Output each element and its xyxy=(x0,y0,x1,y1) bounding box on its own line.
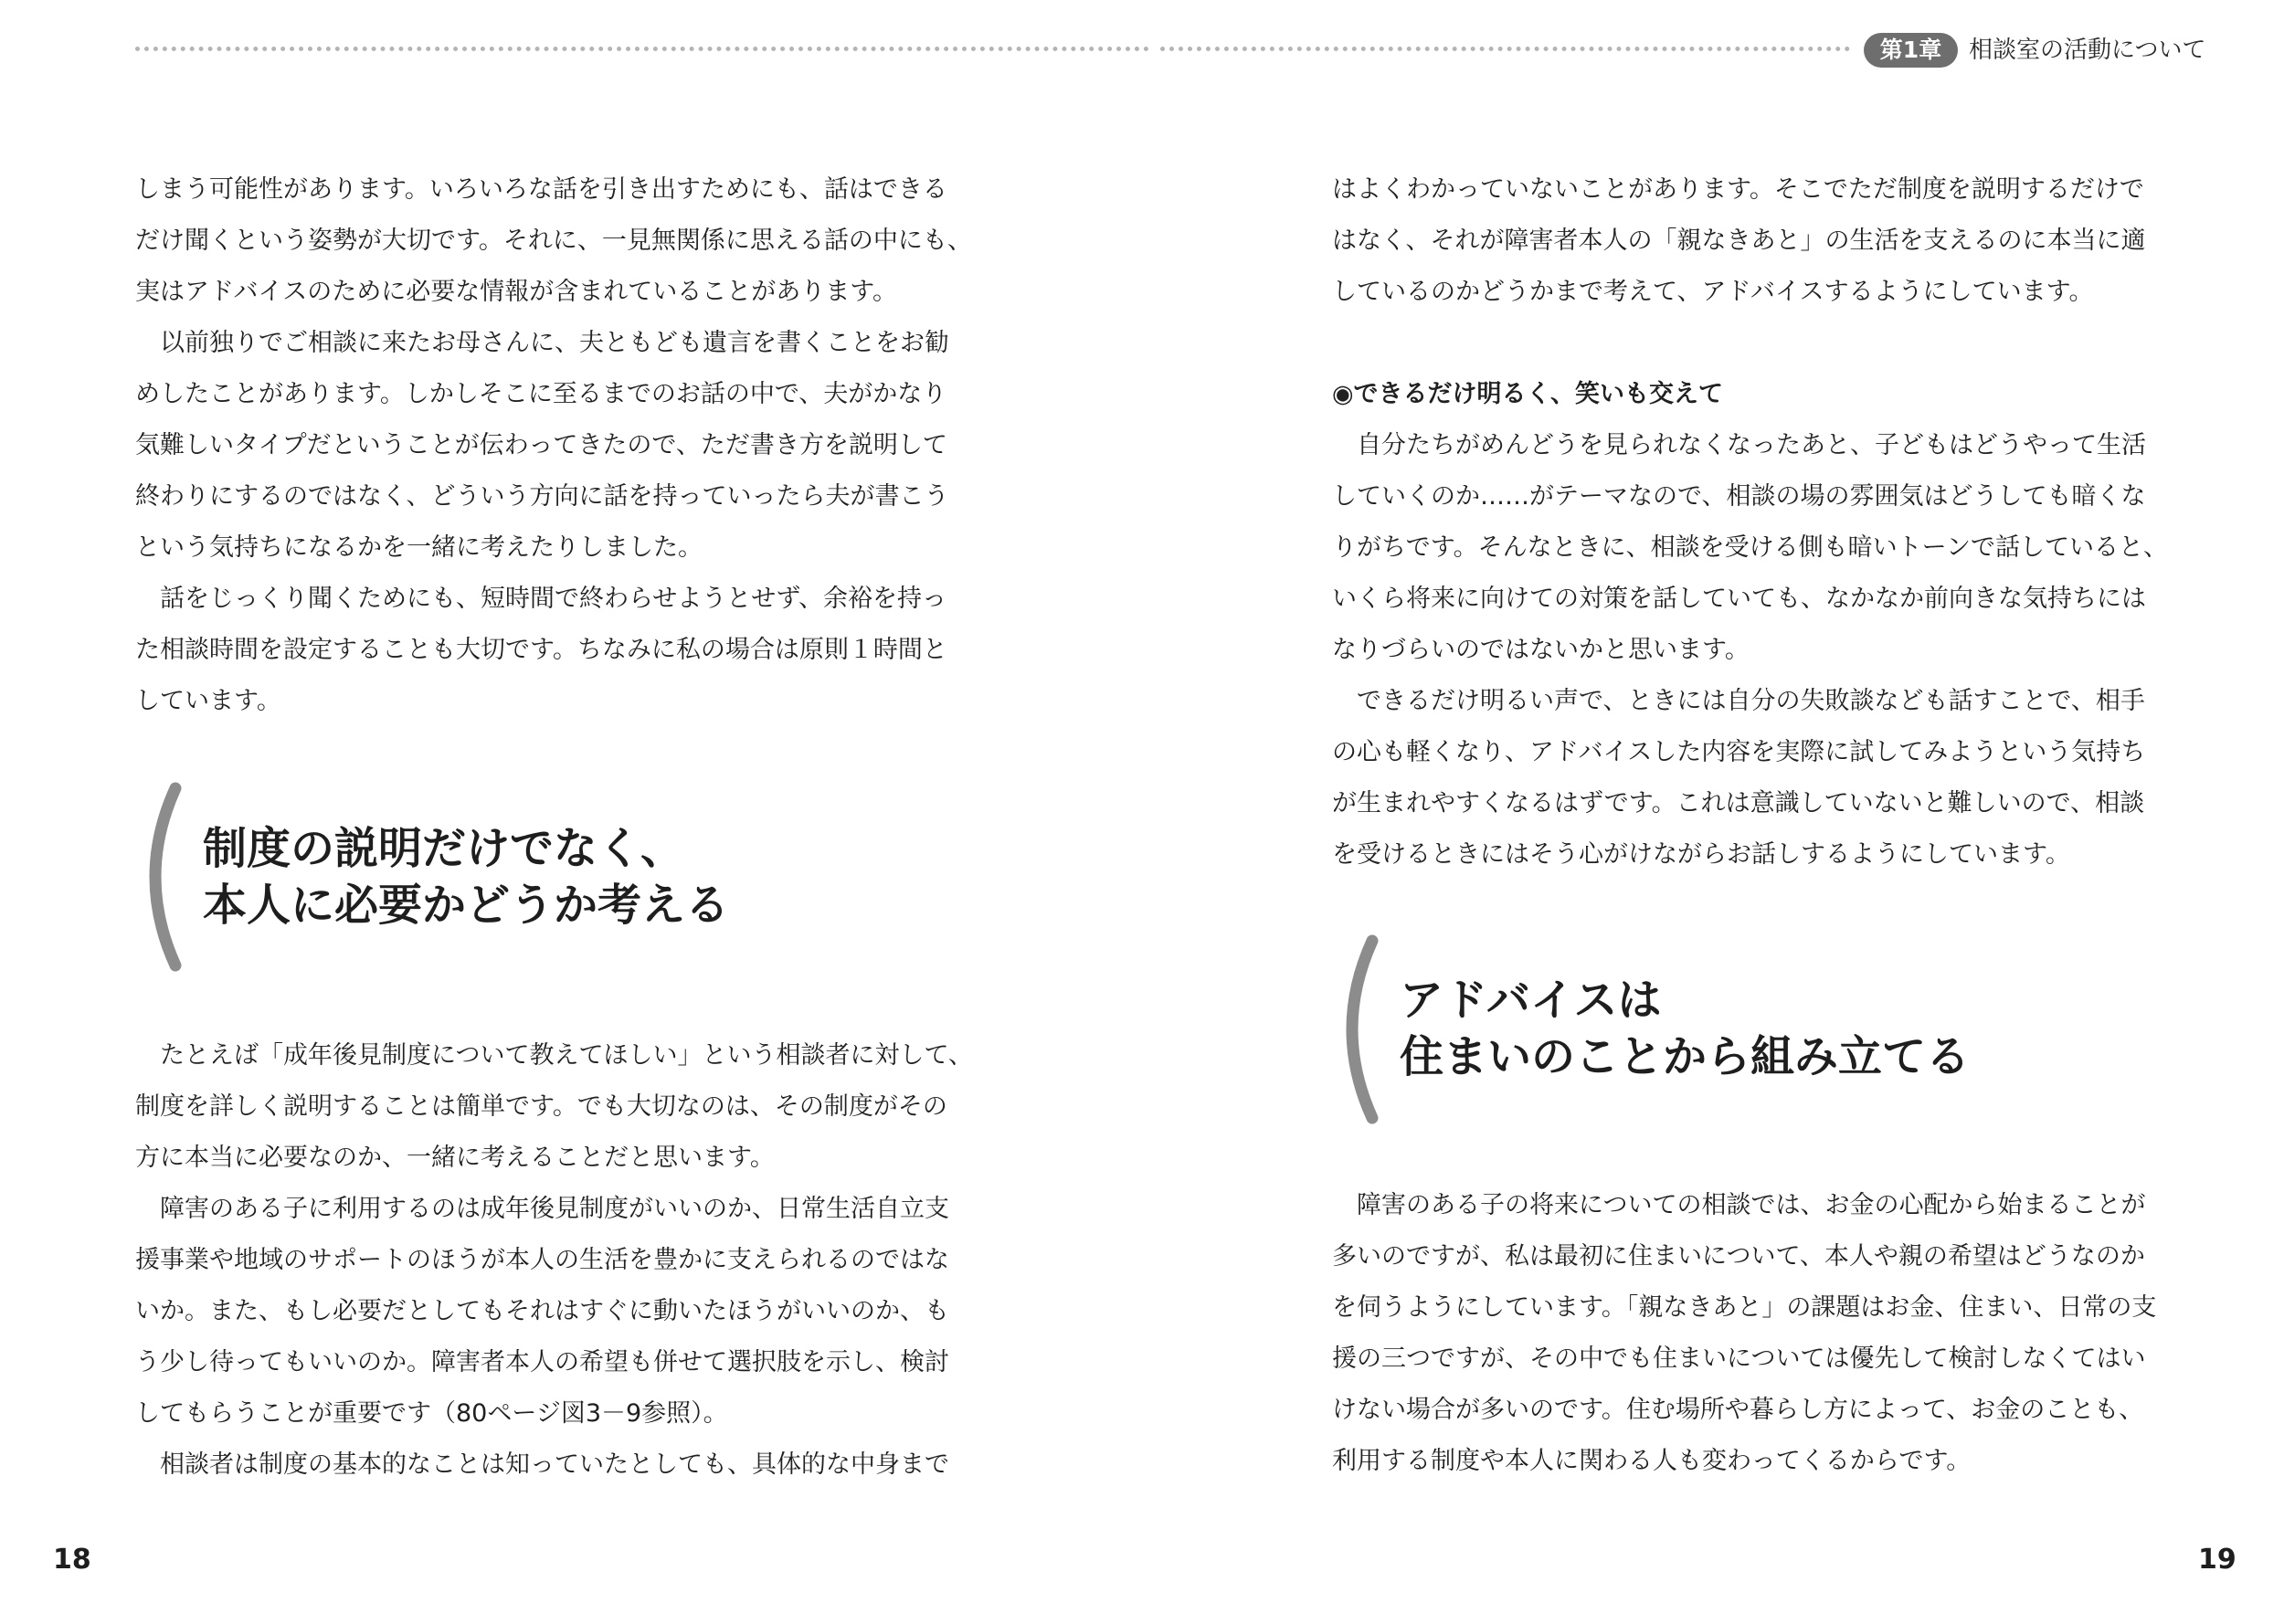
text-line: たとえば「成年後見制度について教えてほしい」という相談者に対して、 xyxy=(135,1041,973,1070)
text-line: 制度を詳しく説明することは簡単です。でも大切なのは、その制度がその xyxy=(135,1092,947,1121)
text-line: できるだけ明るい声で、ときには自分の失敗談なども話すことで、相手 xyxy=(1332,687,2145,715)
text-line: けない場合が多いのです。住む場所や暮らし方によって、お金のことも、 xyxy=(1332,1396,2144,1424)
text-line: 援の三つですが、その中でも住まいについては優先して検討しなくてはい xyxy=(1332,1345,2146,1373)
text-line: 障害のある子に利用するのは成年後見制度がいいのか、日常生活自立支 xyxy=(135,1195,949,1223)
text-line: を伺うようにしています。「親なきあと」の課題はお金、住まい、日常の支 xyxy=(1332,1293,2157,1322)
text-line: なりづらいのではないかと思います。 xyxy=(1332,636,1750,664)
text-line: 実はアドバイスのために必要な情報が含まれていることがあります。 xyxy=(135,278,898,306)
subheading: ◉できるだけ明るく、笑いも交えて xyxy=(1332,380,1724,408)
heading-line: 住まいのことから組み立てる xyxy=(1400,1031,1971,1082)
left-page-top-text xyxy=(135,164,972,727)
text-line: 話をじっくり聞くためにも、短時間で終わらせようとせず、余裕を持っ xyxy=(135,585,947,613)
paragraph-gap xyxy=(1332,318,2168,369)
heading-bracket-right xyxy=(1325,933,1389,1125)
text-line: 気難しいタイプだということが伝わってきたので、ただ書き方を説明して xyxy=(135,431,947,459)
text-line: いか。また、もし必要だとしてもそれはすぐに動いたほうがいいのか、も xyxy=(135,1297,949,1325)
chapter-title: 相談室の活動について xyxy=(1969,37,2206,64)
section-heading-left xyxy=(203,820,729,933)
text-line: 多いのですが、私は最初に住まいについて、本人や親の希望はどうなのか xyxy=(1332,1242,2145,1271)
right-page-top-text xyxy=(1332,164,2168,881)
section-heading-right xyxy=(1400,972,1970,1085)
text-line: 以前独りでご相談に来たお母さんに、夫ともども遺言を書くことをお勧 xyxy=(135,329,949,357)
text-line: が生まれやすくなるはずです。これは意識していないと難しいので、相談 xyxy=(1332,789,2145,817)
text-line: 利用する制度や本人に関わる人も変わってくるからです。 xyxy=(1332,1447,1972,1475)
text-line: 援事業や地域のサポートのほうが本人の生活を豊かに支えられるのではな xyxy=(135,1246,949,1274)
text-line: しています。 xyxy=(135,687,281,715)
header-dotted-rule-right xyxy=(1160,47,1850,51)
heading-line: アドバイスは xyxy=(1400,975,1662,1026)
heading-line: 本人に必要かどうか考える xyxy=(203,880,730,931)
text-line: しているのかどうかまで考えて、アドバイスするようにしています。 xyxy=(1332,278,2094,306)
text-line: していくのか……がテーマなので、相談の場の雰囲気はどうしても暗くな xyxy=(1332,482,2146,511)
text-line: という気持ちになるかを一緒に考えたりしました。 xyxy=(135,533,703,562)
heading-bracket-left xyxy=(128,781,192,973)
text-line: う少し待ってもいいのか。障害者本人の希望も併せて選択肢を示し、検討 xyxy=(135,1348,949,1376)
page-number-right: 19 xyxy=(2198,1544,2236,1576)
text-line: 終わりにするのではなく、どういう方向に話を持っていったら夫が書こう xyxy=(135,482,949,511)
text-line: 障害のある子の将来についての相談では、お金の心配から始まることが xyxy=(1332,1191,2146,1219)
heading-line: 制度の説明だけでなく、 xyxy=(203,823,685,874)
chapter-badge: 第1章 xyxy=(1864,33,1958,68)
text-line: はよくわかっていないことがあります。そこでただ制度を説明するだけで xyxy=(1332,175,2144,204)
text-line: めしたことがあります。しかしそこに至るまでのお話の中で、夫がかなり xyxy=(135,380,947,408)
text-line: た相談時間を設定することも大切です。ちなみに私の場合は原則１時間と xyxy=(135,636,947,664)
text-line: はなく、それが障害者本人の「親なきあと」の生活を支えるのに本当に適 xyxy=(1332,227,2146,255)
text-line: 相談者は制度の基本的なことは知っていたとしても、具体的な中身まで xyxy=(135,1450,949,1479)
text-line: の心も軽くなり、アドバイスした内容を実際に試してみようという気持ち xyxy=(1332,738,2146,766)
text-line: だけ聞くという姿勢が大切です。それに、一見無関係に思える話の中にも、 xyxy=(135,227,972,255)
left-page-bottom-text xyxy=(135,1030,973,1491)
text-line: りがちです。そんなときに、相談を受ける側も暗いトーンで話していると、 xyxy=(1332,533,2169,562)
page-number-left: 18 xyxy=(53,1544,91,1576)
text-line: 自分たちがめんどうを見られなくなったあと、子どもはどうやって生活 xyxy=(1332,431,2146,459)
text-line: いくら将来に向けての対策を話していても、なかなか前向きな気持ちには xyxy=(1332,585,2146,613)
right-page-bottom-text xyxy=(1332,1180,2156,1487)
text-line: してもらうことが重要です（80ページ図3－9参照）。 xyxy=(135,1399,728,1428)
header-dotted-rule-left xyxy=(135,47,1149,51)
text-line: しまう可能性があります。いろいろな話を引き出すためにも、話はできる xyxy=(135,175,947,204)
text-line: 方に本当に必要なのか、一緒に考えることだと思います。 xyxy=(135,1144,775,1172)
text-line: を受けるときにはそう心がけながらお話しするようにしています。 xyxy=(1332,840,2070,869)
